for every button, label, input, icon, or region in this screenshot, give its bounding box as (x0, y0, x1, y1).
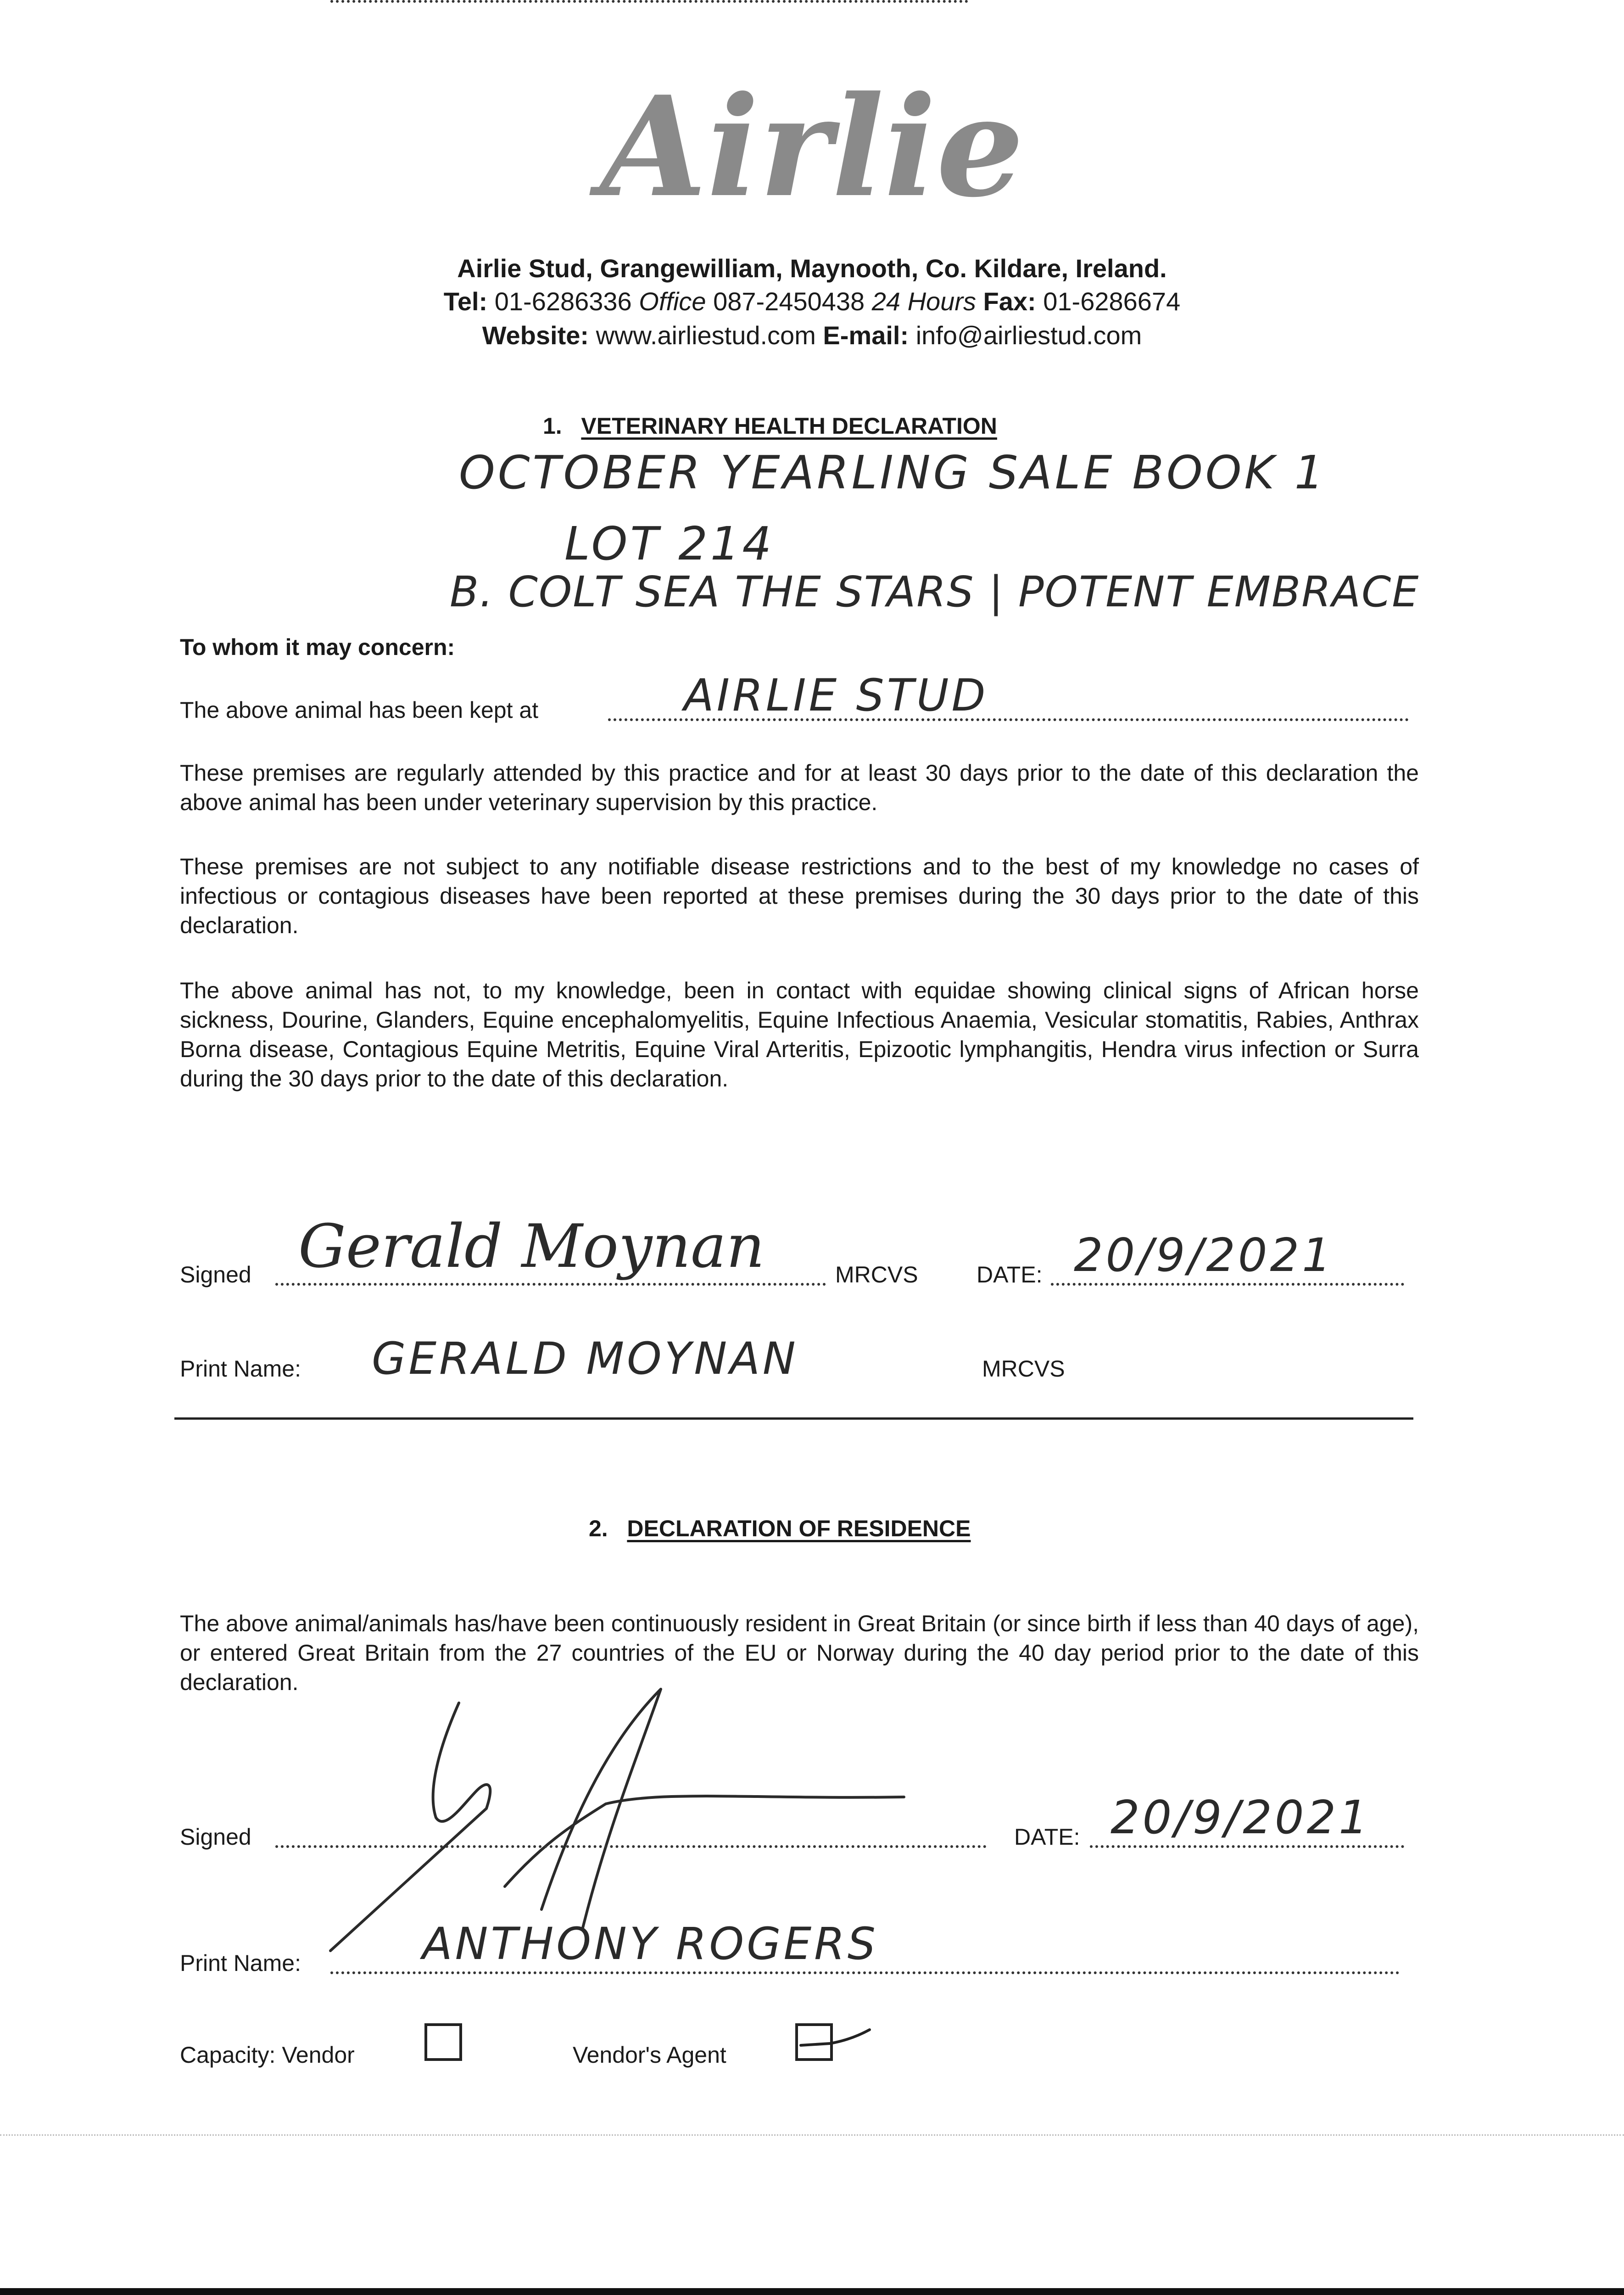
section1-paragraph-3: The above animal has not, to my knowledge, been in contact with equidae showing clinical signs of African horse sickness, Dourine, Glanders, Equine encephalomyelitis, Equine Infectious Anaemia, Vesicular stomatitis, Rabies, Anthrax Borna disease, Contagious Equine Metritis, Equine Viral Arteritis, Epizootic lymphangitis, Hendra virus infection or Surra during the 30 days prior to the date of this declaration. (180, 978, 1419, 1092)
vendor-checkbox[interactable] (424, 2023, 462, 2061)
bottom-scan-line (0, 2134, 1624, 2136)
checkbox-mark-icon (795, 2017, 887, 2067)
section2-date-label: DATE: (1014, 1824, 1080, 1850)
tel-office: 01-6286336 (494, 287, 632, 316)
section1-print-name-label: Print Name: (180, 1356, 301, 1382)
section1-print-name-value[interactable]: GERALD MOYNAN (372, 1333, 798, 1384)
section1-signed-label: Signed (180, 1262, 251, 1287)
section1-print-mrcvs: MRCVS (982, 1356, 1065, 1382)
section1-signature[interactable]: Gerald Moynan (298, 1211, 765, 1281)
website-label: Website: (482, 321, 589, 350)
section2-signature-dotted-line (275, 1845, 987, 1848)
section1-title: VETERINARY HEALTH DECLARATION (581, 413, 997, 439)
kept-at-value[interactable]: AIRLIE STUD (684, 670, 988, 721)
section2-number: 2. (589, 1516, 608, 1541)
fax-label: Fax: (983, 287, 1036, 316)
vendors-agent-checkbox[interactable] (795, 2023, 833, 2061)
email-link[interactable]: info@airliestud.com (915, 321, 1142, 350)
section2-print-name-dotted-line (330, 1971, 1400, 1974)
section2-date-dotted-line (1090, 1845, 1404, 1848)
email-label: E-mail: (823, 321, 909, 350)
kept-at-label: The above animal has been kept at (180, 697, 539, 723)
handwritten-horse-line: B. COLT SEA THE STARS | POTENT EMBRACE (450, 567, 1420, 616)
section2-title: DECLARATION OF RESIDENCE (627, 1516, 971, 1541)
website-link[interactable]: www.airliestud.com (596, 321, 816, 350)
section2-date-value[interactable]: 20/9/2021 (1111, 1791, 1371, 1844)
tel-label: Tel: (443, 287, 488, 316)
section1-number: 1. (543, 413, 562, 439)
section2-heading (589, 1514, 971, 1543)
section1-date-label: DATE: (977, 1262, 1043, 1287)
hours-word: 24 Hours (871, 287, 976, 316)
fax-number: 01-6286674 (1043, 287, 1181, 316)
page-bottom-edge (0, 2288, 1624, 2295)
letterhead-phone-line (0, 285, 1624, 318)
vendors-agent-label: Vendor's Agent (573, 2042, 726, 2068)
letterhead-address: Airlie Stud, Grangewilliam, Maynooth, Co. Kildare, Ireland. (457, 254, 1167, 283)
letterhead-web-line (0, 319, 1624, 352)
office-word: Office (639, 287, 706, 316)
salutation: To whom it may concern: (180, 634, 455, 660)
handwritten-lot-line: LOT 214 (564, 517, 775, 571)
section2-signed-label: Signed (180, 1824, 251, 1850)
section1-print-name-dotted-line (330, 0, 968, 3)
section1-mrcvs: MRCVS (835, 1262, 918, 1287)
handwritten-sale-line: OCTOBER YEARLING SALE BOOK 1 (459, 446, 1327, 499)
section2-paragraph: The above animal/animals has/have been continuously resident in Great Britain (or since birth if less than 40 days of age), or entered Great Britain from the 27 countries of the EU or Norway during the 40 day period prior to the date of this declaration. (180, 1611, 1419, 1695)
section2-print-name-label: Print Name: (180, 1950, 301, 1976)
section1-paragraph-2: These premises are not subject to any notifiable disease restrictions and to the best of my knowledge no cases of infectious or contagious diseases have been reported at these premises during the 30 days prior to the date of this declaration. (180, 854, 1419, 938)
section1-date-value[interactable]: 20/9/2021 (1074, 1228, 1334, 1282)
section-divider (174, 1417, 1413, 1420)
section2-print-name-value[interactable]: ANTHONY ROGERS (422, 1918, 878, 1970)
section1-paragraph-1: These premises are regularly attended by this practice and for at least 30 days prior to the date of this declaration the above animal has been under veterinary supervision by this practice. (180, 760, 1419, 815)
section1-date-dotted-line (1051, 1283, 1404, 1286)
tel-24h: 087-2450438 (713, 287, 865, 316)
section1-signature-dotted-line (275, 1283, 826, 1286)
airlie-logo: Airlie (600, 66, 1024, 228)
section1-heading (543, 411, 997, 441)
capacity-vendor-label: Capacity: Vendor (180, 2042, 355, 2068)
